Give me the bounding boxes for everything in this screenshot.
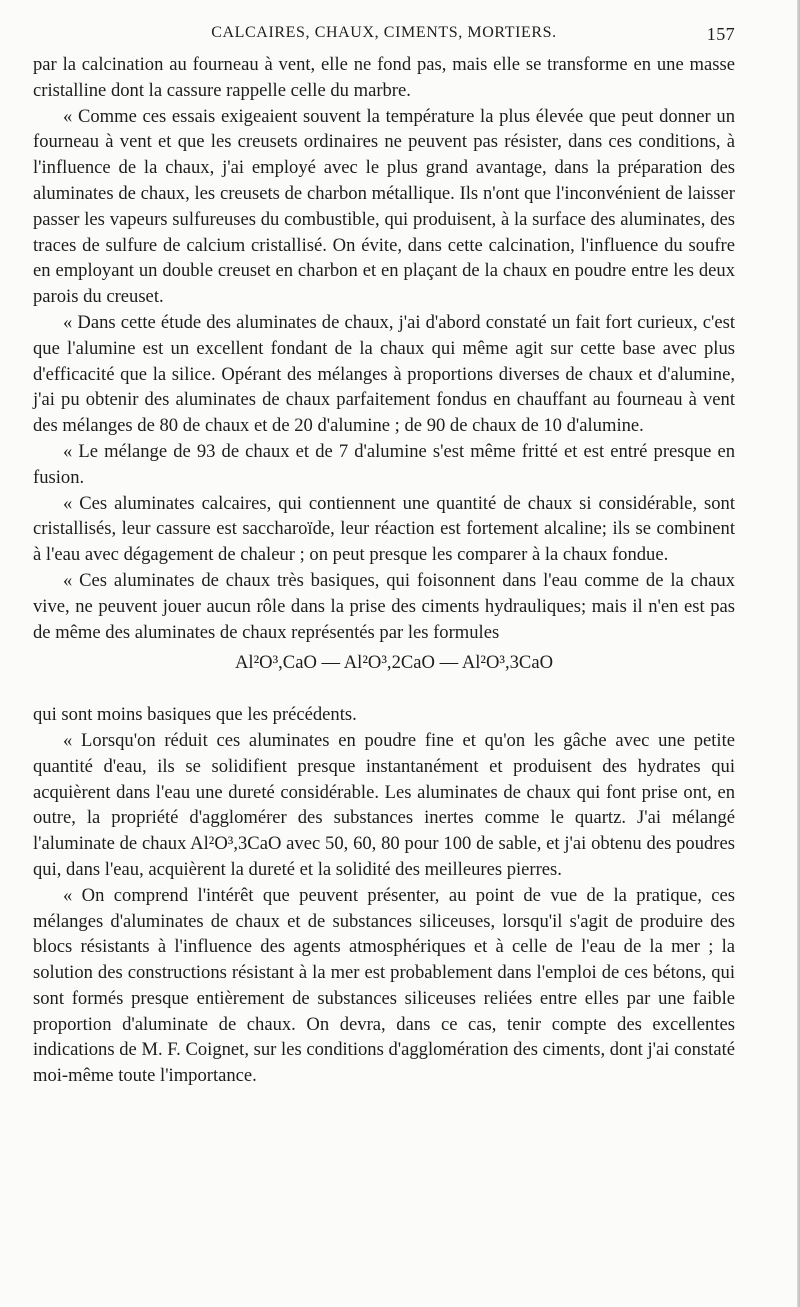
page-body [33, 52, 735, 1089]
paragraph: « Ces aluminates de chaux très basiques, qui foisonnent dans l'eau comme de la chaux vive, ne peuvent jouer aucun rôle dans la prise des ciments hydrauliques; mais il n'en est pas de même des aluminates de chaux représentés par les formules [33, 569, 735, 643]
page-header [33, 24, 735, 52]
paragraph: « Le mélange de 93 de chaux et de 7 d'alumine s'est même fritté et est entré presque en fusion. [33, 440, 735, 488]
running-head: CALCAIRES, CHAUX, CIMENTS, MORTIERS. [211, 24, 557, 41]
paragraph: « Ces aluminates calcaires, qui contiennent une quantité de chaux si considérable, sont cristallisés, leur cassure est saccharoïde, leur réaction est fortement alcaline; ils se combinent à l'eau avec dégagement de chaleur ; on peut presque les comparer à la chaux fondue. [33, 492, 735, 566]
chemical-formula: Al²O³,CaO — Al²O³,2CaO — Al²O³,3CaO [234, 652, 554, 674]
paragraph: qui sont moins basiques que les précédents. [33, 704, 357, 726]
paragraph: « On comprend l'intérêt que peuvent présenter, au point de vue de la pratique, ces mélanges d'aluminates de chaux et de substances siliceuses, lorsqu'il s'agit de produire des blocs résistants à l'influence des agents atmosphériques et à celle de l'eau de la mer ; la solution des constructions résistant à la mer est probablement dans l'emploi de ces bétons, qui sont formés presque entièrement de substances siliceuses reliées entre elles par une faible proportion d'aluminate de chaux. On devra, dans ce cas, tenir compte des excellentes indications de M. F. Coignet, sur les conditions d'agglomération des ciments, dont j'ai constaté moi-même toute l'importance. [33, 884, 735, 1087]
paragraph: « Dans cette étude des aluminates de chaux, j'ai d'abord constaté un fait fort curieux, c'est que l'alumine est un excellent fondant de la chaux qui même agit sur cette base avec plus d'efficacité que la silice. Opérant des mélanges à proportions diverses de chaux et d'alumine, j'ai pu obtenir des aluminates de chaux parfaitement fondus en chauffant au fourneau à vent des mélanges de 80 de chaux et de 20 d'alumine ; de 90 de chaux de 10 d'alumine. [33, 311, 735, 437]
paragraph: « Comme ces essais exigeaient souvent la température la plus élevée que peut donner un fourneau à vent et que les creusets ordinaires ne peuvent pas résister, dans ces conditions, à l'influence de la chaux, j'ai employé avec le plus grand avantage, dans la préparation des aluminates de chaux, les creusets de charbon métallique. Ils n'ont que l'inconvénient de laisser passer les vapeurs sulfureuses du combustible, qui produisent, à la surface des aluminates, des traces de sulfure de calcium cristallisé. On évite, dans cette calcination, l'influence du soufre en employant un double creuset en charbon et en plaçant de la chaux en poudre entre les deux parois du creuset. [33, 105, 735, 308]
book-page [33, 24, 735, 1089]
paragraph: « Lorsqu'on réduit ces aluminates en poudre fine et qu'on les gâche avec une petite quantité d'eau, ils se solidifient presque instantanément et produisent des hydrates qui acquièrent dans l'eau une dureté considérable. Les aluminates de chaux qui font prise ont, en outre, la propriété d'agglomérer des substances inertes comme le quartz. J'ai mélangé l'aluminate de chaux Al²O³,3CaO avec 50, 60, 80 pour 100 de sable, et j'ai obtenu des poudres qui, dans l'eau, acquièrent la dureté et la solidité des meilleures pierres. [33, 729, 735, 880]
paragraph: par la calcination au fourneau à vent, elle ne fond pas, mais elle se transforme en une masse cristalline dont la cassure rappelle celle du marbre. [33, 54, 735, 101]
page-number: 157 [706, 24, 735, 44]
